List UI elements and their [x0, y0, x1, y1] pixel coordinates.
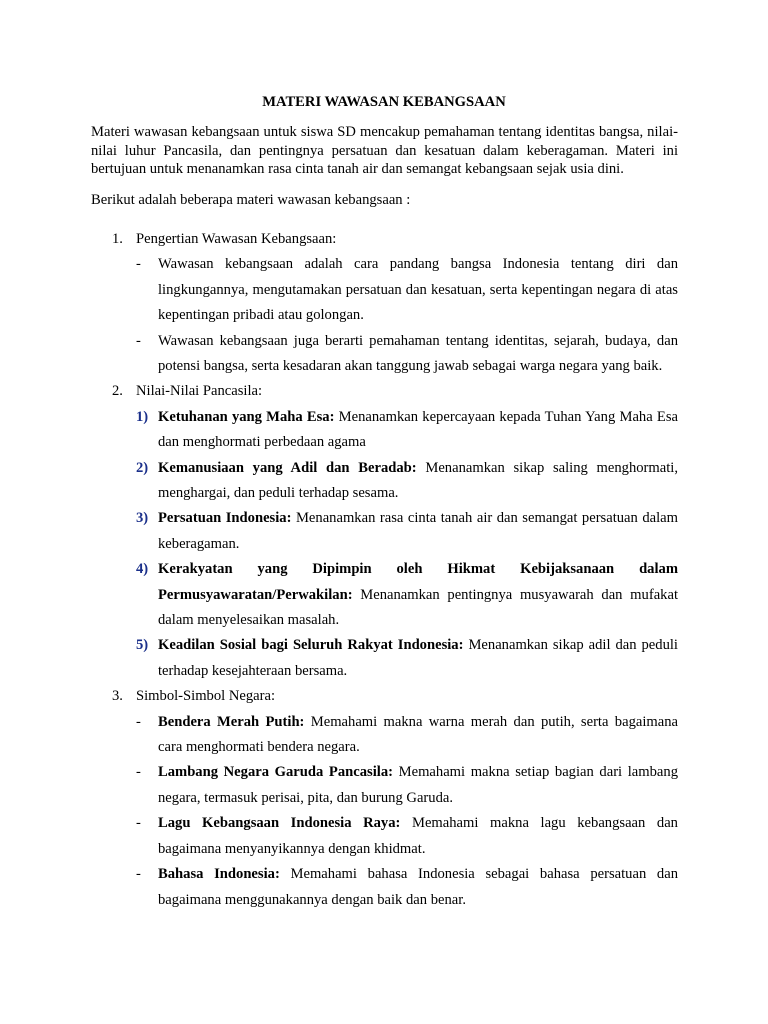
- section-heading: [0, 227, 768, 252]
- item-text: [158, 633, 678, 684]
- number-marker: 5): [136, 637, 149, 654]
- document-title: MATERI WAWASAN KEBANGSAAN: [262, 94, 506, 110]
- item-text: [158, 557, 678, 633]
- section-2: [0, 379, 768, 684]
- item-bold-label: Ketuhanan yang Maha Esa:: [158, 408, 335, 425]
- item-bold-label: Persatuan Indonesia:: [158, 510, 292, 527]
- list-item: [0, 456, 768, 507]
- item-description: Menanamkan rasa cinta tanah air dan semangat persatuan dalam keberagaman.: [158, 510, 678, 552]
- list-item: [0, 760, 768, 811]
- section-1: [0, 227, 768, 379]
- item-text: [158, 405, 678, 456]
- section-label: Nilai-Nilai Pancasila:: [136, 383, 263, 400]
- item-description: Memahami bahasa Indonesia sebagai bahasa persatuan dan bagaimana menggunakannya dengan baik dan benar.: [158, 866, 678, 908]
- item-bold-label: Kemanusiaan yang Adil dan Beradab:: [158, 459, 417, 476]
- section-3: [0, 684, 768, 913]
- number-marker: 3): [136, 510, 149, 527]
- list-item: [0, 329, 768, 380]
- item-text: Wawasan kebangsaan juga berarti pemahaman tentang identitas, sejarah, budaya, dan potensi bangsa, serta kesadaran akan tanggung jawab sebagai warga negara yang baik.: [158, 332, 678, 375]
- number-marker: 4): [136, 561, 149, 578]
- material-list: [0, 227, 768, 913]
- item-description: Memahami makna lagu kebangsaan dan bagaimana menyanyikannya dengan khidmat.: [158, 815, 678, 857]
- item-bold-label: Lagu Kebangsaan Indonesia Raya:: [158, 815, 401, 832]
- dash-marker: -: [136, 713, 141, 730]
- list-item: [0, 405, 768, 456]
- item-text: [158, 456, 678, 507]
- section-number: 2.: [112, 383, 123, 400]
- item-bold-label: Bahasa Indonesia:: [158, 866, 280, 883]
- section-heading: [0, 684, 768, 709]
- item-description: Memahami makna warna merah dan putih, serta bagaimana cara menghormati bendera negara.: [158, 713, 678, 756]
- dash-marker: -: [136, 764, 141, 781]
- item-bold-label: Bendera Merah Putih:: [158, 713, 305, 730]
- item-text: [158, 862, 678, 913]
- item-description: Menanamkan sikap saling menghormati, menghargai, dan peduli terhadap sesama.: [158, 459, 678, 502]
- lead-paragraph: Berikut adalah beberapa materi wawasan kebangsaan :: [91, 192, 411, 208]
- section-heading: [0, 379, 768, 404]
- list-item: [0, 252, 768, 328]
- dash-marker: -: [136, 256, 141, 273]
- list-item: [0, 557, 768, 633]
- item-description: Menanamkan sikap adil dan peduli terhadap kesejahteraan bersama.: [158, 637, 678, 679]
- item-text: [158, 710, 678, 761]
- item-description: Menanamkan pentingnya musyawarah dan mufakat dalam menyelesaikan masalah.: [158, 586, 678, 629]
- list-item: [0, 506, 768, 557]
- item-bold-label: Keadilan Sosial bagi Seluruh Rakyat Indonesia:: [158, 637, 464, 654]
- dash-marker: -: [136, 815, 141, 832]
- item-description: Menanamkan kepercayaan kepada Tuhan Yang Maha Esa dan menghormati perbedaan agama: [158, 408, 678, 451]
- list-item: [0, 710, 768, 761]
- item-bold-label: Lambang Negara Garuda Pancasila:: [158, 764, 393, 781]
- item-text: [158, 811, 678, 862]
- list-item: [0, 633, 768, 684]
- list-item: [0, 862, 768, 913]
- dash-marker: -: [136, 866, 141, 883]
- item-text: Wawasan kebangsaan adalah cara pandang bangsa Indonesia tentang diri dan lingkungannya, mengutamakan persatuan dan kesatuan, serta kepentingan negara di atas kepentingan pribadi atau golongan.: [158, 256, 678, 324]
- intro-paragraph: Materi wawasan kebangsaan untuk siswa SD mencakup pemahaman tentang identitas bangsa, nilai-nilai luhur Pancasila, dan pentingnya persatuan dan kesatuan dalam keberagaman. Materi ini bertujuan untuk menanamkan rasa cinta tanah air dan semangat kebangsaan sejak usia dini.: [91, 124, 678, 177]
- section-number: 1.: [112, 231, 123, 247]
- number-marker: 1): [136, 408, 149, 425]
- item-text: [158, 506, 678, 557]
- section-number: 3.: [112, 688, 123, 705]
- dash-marker: -: [136, 332, 141, 349]
- number-marker: 2): [136, 459, 149, 476]
- section-label: Simbol-Simbol Negara:: [136, 688, 276, 705]
- item-text: [158, 760, 678, 811]
- list-item: [0, 811, 768, 862]
- item-description: Memahami makna setiap bagian dari lambang negara, termasuk perisai, pita, dan burung Garuda.: [158, 764, 678, 806]
- item-bold-label: Kerakyatan yang Dipimpin oleh Hikmat Kebijaksanaan dalam Permusyawaratan/Perwakilan:: [158, 561, 678, 603]
- section-label: Pengertian Wawasan Kebangsaan:: [136, 231, 337, 247]
